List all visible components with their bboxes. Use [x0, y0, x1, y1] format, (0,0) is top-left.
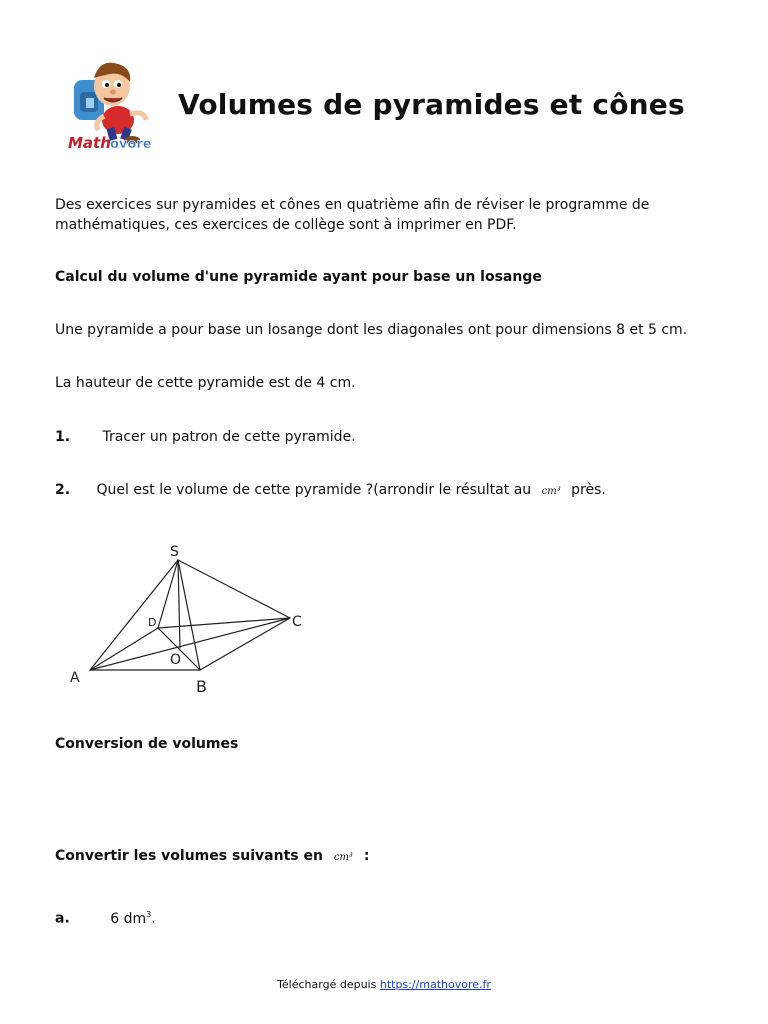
instruction-colon: : [363, 848, 370, 864]
item-exponent: 3 [146, 910, 152, 919]
unit-cm3: cm³ [333, 852, 353, 863]
item-end: . [151, 910, 156, 927]
footer [0, 978, 768, 991]
question-2 [55, 480, 606, 502]
label-c: C [292, 614, 302, 630]
svg-text:Math: Math [68, 134, 111, 152]
edge-sd [158, 560, 178, 628]
item-label: a. [55, 910, 70, 927]
paragraph-height: La hauteur de cette pyramide est de 4 cm. [55, 375, 356, 391]
mascot-icon [60, 58, 164, 158]
question-text: Tracer un patron de cette pyramide. [102, 429, 356, 445]
label-b: B [196, 677, 207, 696]
edge-bc [200, 618, 290, 670]
height-so [178, 560, 180, 648]
section-heading-conversion: Conversion de volumes [55, 736, 239, 752]
question-text-end: près. [571, 482, 606, 498]
edge-sb [178, 560, 200, 670]
edge-da [90, 628, 158, 670]
intro-line-1: Des exercices sur pyramides et cônes en quatrième afin de réviser le programme de [55, 197, 650, 213]
intro-line-2: mathématiques, ces exercices de collège sont à imprimer en PDF. [55, 217, 517, 233]
question-number: 1. [55, 429, 71, 445]
conversion-instruction [55, 846, 369, 868]
footer-text: Téléchargé depuis [277, 978, 377, 991]
section-heading-pyramid: Calcul du volume d'une pyramide ayant pour base un losange [55, 269, 542, 285]
pyramid-figure [62, 540, 312, 700]
instruction-text: Convertir les volumes suivants en [55, 848, 323, 864]
edge-sa [90, 560, 178, 670]
label-a: A [70, 670, 80, 686]
label-s: S [170, 544, 179, 560]
page-title: Volumes de pyramides et cônes [178, 88, 685, 121]
conversion-item-a [55, 905, 156, 929]
label-o: O [170, 652, 182, 668]
question-text: Quel est le volume de cette pyramide ?(arrondir le résultat au [96, 482, 532, 498]
question-number: 2. [55, 482, 71, 498]
svg-text:ovore: ovore [110, 137, 152, 152]
label-d: D [148, 616, 157, 629]
item-value: 6 dm [110, 910, 147, 927]
edge-sc [178, 560, 290, 618]
paragraph-base: Une pyramide a pour base un losange dont les diagonales ont pour dimensions 8 et 5 cm. [55, 322, 688, 338]
pyramid-sketch [62, 540, 312, 700]
footer-link[interactable]: https://mathovore.fr [379, 978, 491, 991]
unit-cm3: cm³ [541, 486, 561, 497]
question-1 [55, 427, 356, 447]
mathovore-logo [60, 58, 164, 158]
